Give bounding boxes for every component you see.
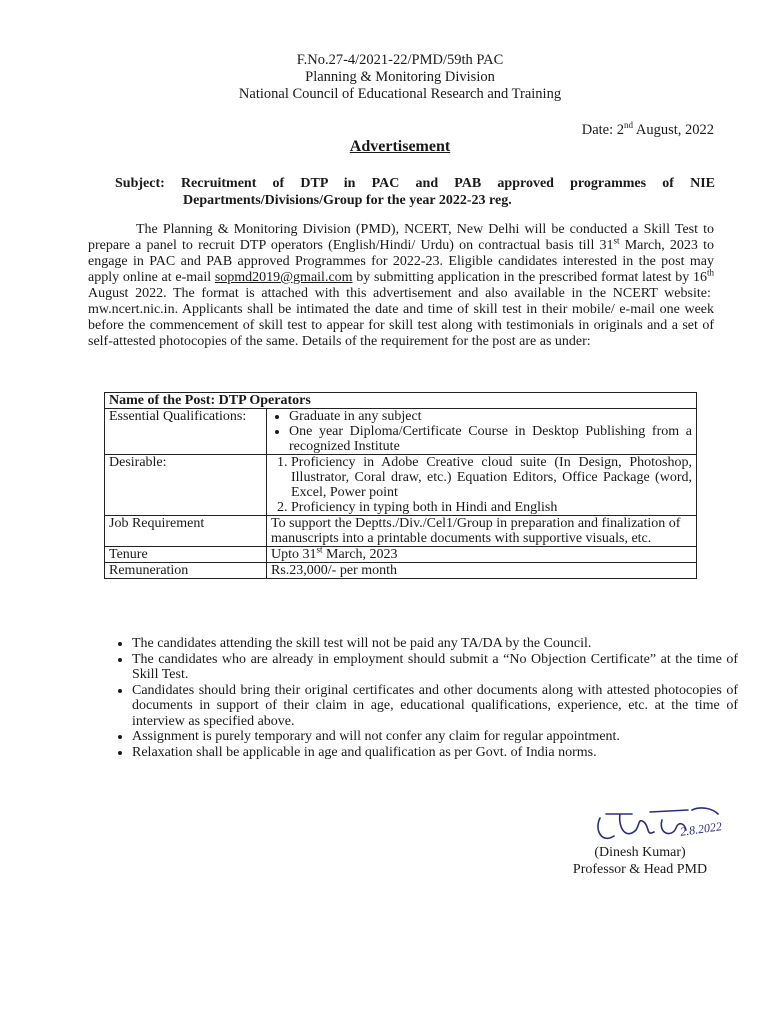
- table-row: [105, 409, 697, 455]
- notes-list: [110, 636, 738, 760]
- signatory-name: (Dinesh Kumar): [594, 845, 686, 860]
- list-item: • The candidates attending the skill test will not be paid any TA/DA by the Council.: [132, 636, 738, 652]
- table-row: [105, 393, 697, 409]
- list-item: • The candidates who are already in employment should submit a “No Objection Certificate” at the time of Skill Test.: [132, 652, 738, 683]
- table-row: [105, 547, 697, 563]
- tenure-label: Tenure: [105, 547, 267, 563]
- letter-header: [0, 52, 768, 103]
- email-link[interactable]: sopmd2019@gmail.com: [214, 270, 353, 285]
- file-number: F.No.27-4/2021-22/PMD/59th PAC: [296, 52, 504, 68]
- list-item: • Graduate in any subject: [289, 409, 692, 424]
- council-name: National Council of Educational Research and Training: [238, 86, 562, 102]
- remuneration-value: Rs.23,000/- per month: [267, 563, 697, 579]
- list-item: • Candidates should bring their original certificates and other documents along with attested photocopies of documents in support of their claim in age, educational qualifications, experience, etc. at the time of interview as specified above.: [132, 683, 738, 730]
- table-row: [105, 455, 697, 516]
- essential-label: Essential Qualifications:: [105, 409, 267, 455]
- post-name: Name of the Post: DTP Operators: [105, 393, 697, 409]
- desirable-label: Desirable:: [105, 455, 267, 516]
- essential-list: [271, 409, 692, 454]
- signatory-designation: Professor & Head PMD: [572, 862, 708, 877]
- remuneration-label: Remuneration: [105, 563, 267, 579]
- letter-date: Date: 2nd August, 2022: [581, 120, 714, 138]
- table-row: [105, 516, 697, 547]
- list-item: 1. Proficiency in Adobe Creative cloud suite (In Design, Photoshop, Illustrator, Coral draw, etc.) Equation Editors, Office Package (word, Excel, Power point: [291, 455, 692, 500]
- body-paragraph: The Planning & Monitoring Division (PMD), NCERT, New Delhi will be conducted a Skill Test to prepare a panel to recruit DTP operators (English/Hindi/ Urdu) on contractual basis till 31st March, 2023 to engage in PAC and PAB approved Programmes for 2022-23. Eligible candidates interested in the post may apply online at e-mail sopmd2019@gmail.com by submitting application in the prescribed format latest by 16th August 2022. The format is attached with this advertisement and also available in the NCERT website: mw.ncert.nic.in. Applicants shall be intimated the date and time of skill test in their mobile/ e-mail one week before the commencement of skill test to appear for skill test along with testimonials in originals and a set of self-attested photocopies of the same. Details of the requirement for the post are as under:: [88, 222, 714, 349]
- division-name: Planning & Monitoring Division: [305, 69, 495, 85]
- table-row: [105, 563, 697, 579]
- subject-line: Subject: Recruitment of DTP in PAC and PAB approved programmes of NIE Departments/Divisions/Group for the year 2022-23 reg.: [115, 176, 715, 208]
- list-item: 2. Proficiency in typing both in Hindi and English: [291, 500, 692, 515]
- tenure-value: Upto 31st March, 2023: [267, 547, 697, 563]
- list-item: • Relaxation shall be applicable in age and qualification as per Govt. of India norms.: [132, 745, 738, 761]
- requirements-table: [104, 392, 697, 579]
- signatory-block: [560, 844, 720, 878]
- page-title: Advertisement: [349, 138, 451, 155]
- signature-date: 2.8.2022: [679, 819, 723, 839]
- job-text: To support the Deptts./Div./Cel1/Group in preparation and finalization of manuscripts into a printable documents with supportive visuals, etc.: [267, 516, 697, 547]
- job-label: Job Requirement: [105, 516, 267, 547]
- list-item: • One year Diploma/Certificate Course in Desktop Publishing from a recognized Institute: [289, 424, 692, 454]
- list-item: • Assignment is purely temporary and will not confer any claim for regular appointment.: [132, 729, 738, 745]
- desirable-list: [271, 455, 692, 515]
